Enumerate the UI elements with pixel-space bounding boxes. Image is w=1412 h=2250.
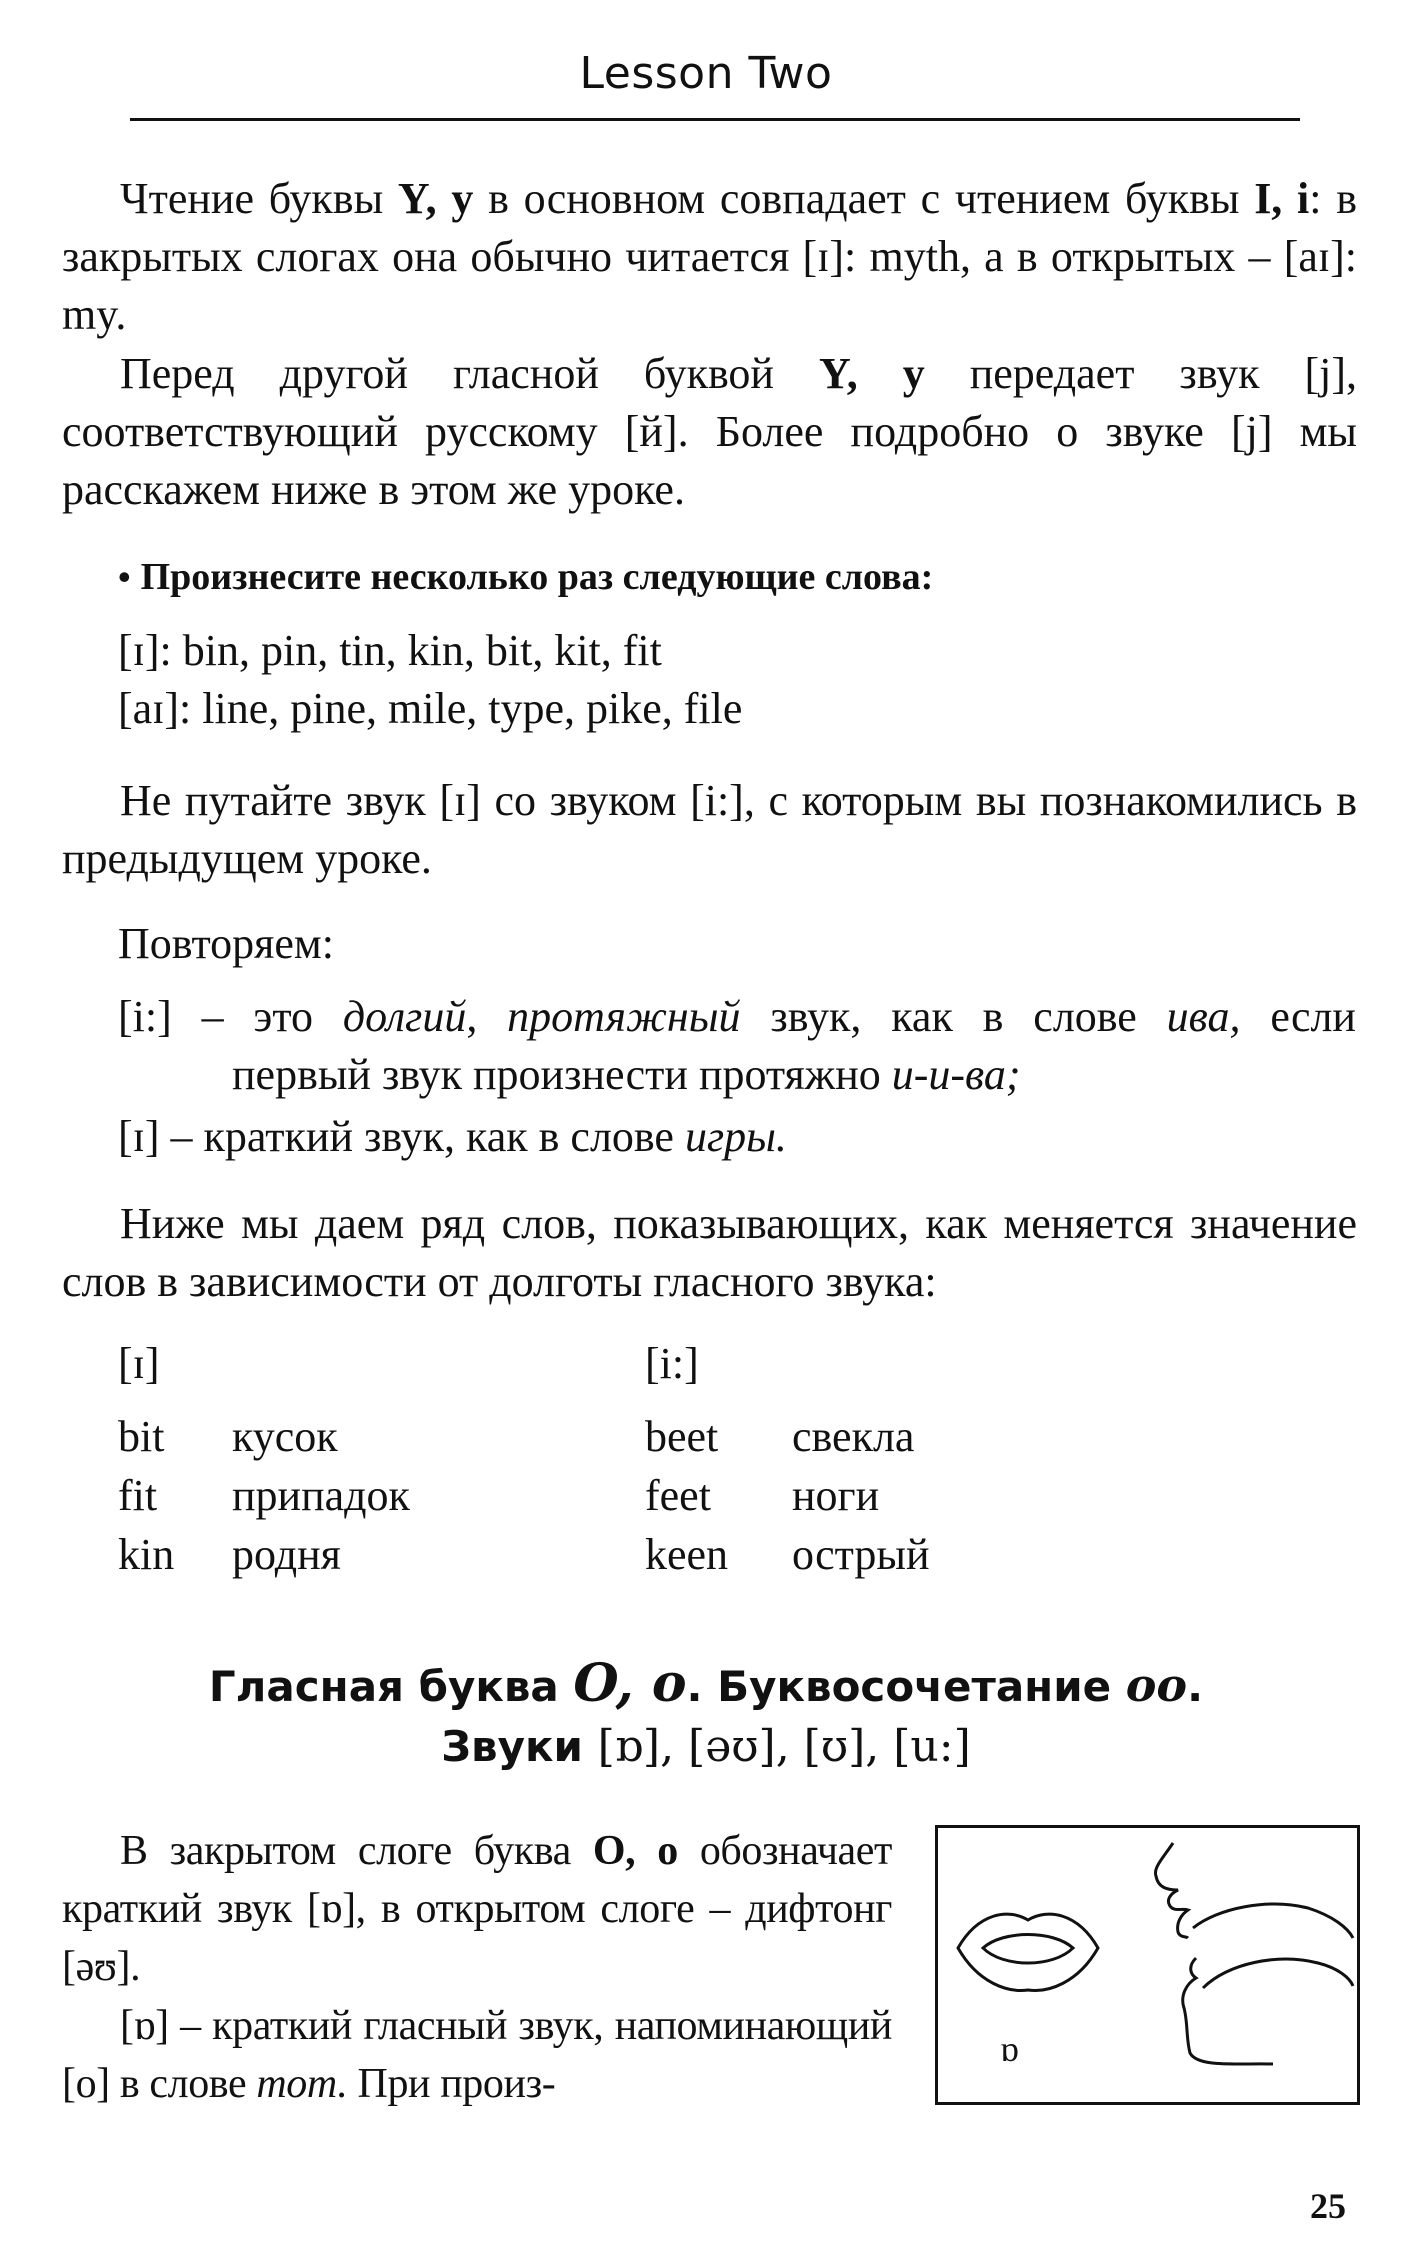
long-sound-line1: [118, 988, 1356, 1046]
paragraph-y-reading: [62, 170, 1357, 344]
word-line-short-i: [ɪ]: bin, pin, tin, kin, bit, kit, fit: [118, 626, 662, 675]
right-word: feet: [645, 1471, 711, 1520]
text-italic: долгий: [342, 992, 467, 1041]
left-translation: припадок: [232, 1471, 410, 1520]
left-word: bit: [118, 1412, 165, 1461]
text-bold: Y, y: [397, 174, 474, 223]
instruction-text: Произнесите несколько раз следующие слова:: [140, 556, 934, 598]
text: в основном совпадает с чтением буквы: [473, 174, 1255, 223]
figure-label: ɒ: [1000, 2029, 1019, 2069]
text-bold: Y, y: [818, 349, 925, 398]
text: Звуки: [441, 1722, 598, 1771]
lips-inner-icon: [983, 1935, 1073, 1964]
page-number: 25: [1310, 2186, 1346, 2226]
paragraph-dont-confuse: Не путайте звук [ɪ] со звуком [i:], с которым вы познакомились в предыдущем уроке.: [62, 776, 1357, 883]
text: ,: [466, 992, 508, 1041]
lips-outer-icon: [958, 1914, 1098, 1990]
paragraph-y-before-vowel: [62, 345, 1357, 519]
profile-chin-icon: [1183, 1958, 1273, 2064]
short-sound-line: [118, 1108, 787, 1166]
paragraph-short-o: [62, 1997, 892, 2113]
text: Чтение буквы: [120, 174, 398, 223]
articulation-figure: [935, 1825, 1360, 2105]
text-italic: ива,: [1166, 992, 1241, 1041]
text-ipa: [ɒ], [əʊ], [ʊ], [u:]: [597, 1721, 971, 1772]
text: [i:] – это: [118, 992, 343, 1041]
exercise-instruction: [118, 555, 933, 599]
text-italic: и-и-ва;: [891, 1050, 1021, 1099]
paragraph-o-letter: [62, 1822, 892, 1996]
text: звук, как в слове: [740, 992, 1167, 1041]
left-word: kin: [118, 1530, 175, 1579]
left-translation: родня: [232, 1530, 341, 1579]
right-word: keen: [645, 1530, 729, 1579]
right-translation: ноги: [792, 1471, 880, 1520]
text: [ɒ] – краткий гласный звук, напоминающий [o] в слове: [62, 2003, 892, 2107]
profile-palate-icon: [1193, 1904, 1353, 1938]
text-italic: O, o: [573, 1653, 687, 1714]
text: В закрытом слоге буква: [120, 1828, 593, 1874]
left-translation: кусок: [232, 1412, 338, 1461]
word-line-ai: [aɪ]: line, pine, mile, type, pike, file: [118, 684, 743, 733]
text-italic: тот.: [256, 2061, 348, 2107]
text: первый звук произнести протяжно: [232, 1050, 892, 1099]
repeat-label: Повторяем:: [118, 919, 334, 968]
left-word: fit: [118, 1471, 158, 1520]
paragraph-word-list-intro: Ниже мы даем ряд слов, показывающих, как меняется значение слов в зависимости от долготы гласного звука:: [62, 1199, 1357, 1306]
text-italic: oo: [1125, 1658, 1188, 1712]
text: Гласная буква: [208, 1662, 574, 1711]
profile-nose-icon: [1155, 1843, 1188, 1938]
section-title-line2: [0, 1718, 1412, 1776]
header-rule: [130, 118, 1300, 121]
text: .: [1187, 1662, 1204, 1711]
right-word: beet: [645, 1412, 719, 1461]
text: При произ-: [347, 2061, 556, 2107]
text: . Буквосочетание: [686, 1662, 1126, 1711]
running-header: Lesson Two: [579, 48, 833, 99]
text: Перед другой гласной буквой: [120, 349, 819, 398]
text: : в закрытых слогах она обычно читается [ɪ]: myth, а в открытых – [aɪ]: my.: [62, 174, 1358, 339]
long-sound-line2: [232, 1046, 1021, 1104]
right-translation: острый: [792, 1530, 930, 1579]
text-bold: O, o: [592, 1828, 678, 1874]
text: передает звук [j], соответствующий русскому [й]. Более подробно о звуке [j] мы расскажем ниже в этом же уроке.: [62, 349, 1357, 514]
text: обозначает краткий звук [ɒ], в открытом слоге – дифтонг [əʊ].: [62, 1828, 892, 1990]
section-title-line1: [0, 1655, 1412, 1716]
text: [ɪ] – краткий звук, как в слове: [118, 1112, 685, 1161]
column-header-long: [i:]: [645, 1339, 699, 1388]
right-translation: свекла: [792, 1412, 915, 1461]
text-bold: I, i: [1254, 174, 1310, 223]
text-italic: игры.: [684, 1112, 787, 1161]
column-header-short: [ɪ]: [118, 1339, 160, 1388]
text: если: [1240, 992, 1356, 1041]
text-italic: протяжный: [507, 992, 741, 1041]
profile-tongue-icon: [1203, 1959, 1353, 1988]
bullet-icon: •: [118, 557, 131, 597]
